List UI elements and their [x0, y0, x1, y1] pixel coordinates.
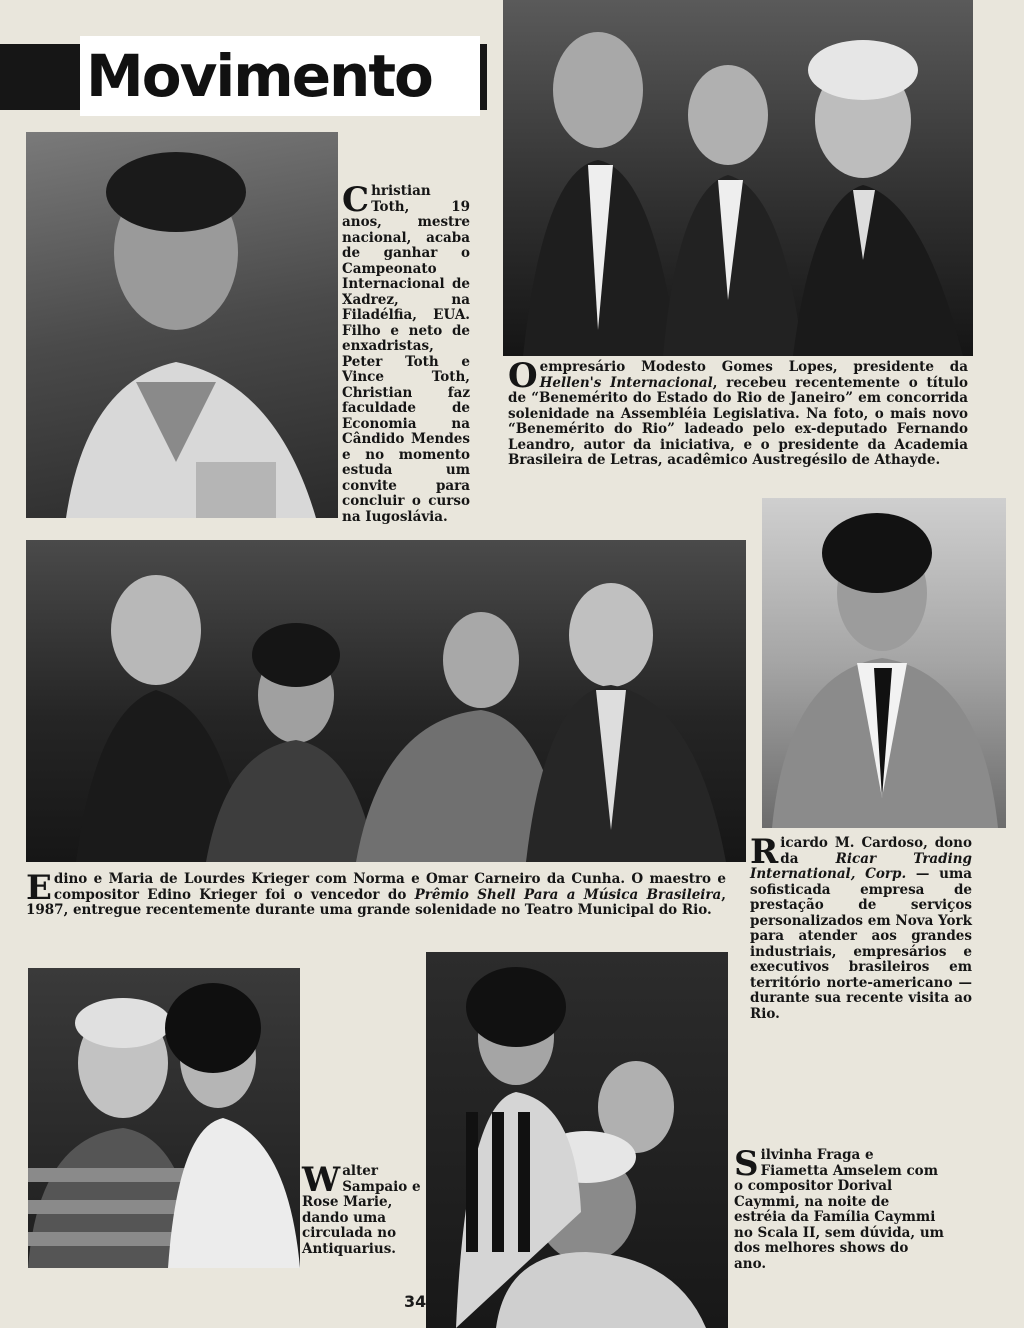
dropcap-s: S — [734, 1144, 759, 1184]
caption-text-before: dino e Maria de Lourdes Krieger com Norma e Omar Carneiro da Cunha. O maestro e compositor Edino Krieger foi o vencedor do — [53, 871, 726, 903]
caption-body: ilvinha Fraga e Fiametta Amselem com o compositor Dorival Caymmi, na noite de estréia da Família Caymmi no Scala II, sem dúvida, um dos melhores shows do ano. — [734, 1147, 944, 1272]
caption-lead: icardo M. Cardoso, dono da — [780, 835, 972, 867]
section-title: Movimento — [80, 36, 480, 116]
caption-text-after: , 1987, entregue recentemente durante uma grande solenidade no Teatro Municipal do Rio. — [26, 886, 726, 918]
caption-text-before: empresário Modesto Gomes Lopes, presidente da — [539, 359, 968, 375]
caption-body: alter Sampaio e Rose Marie, dando uma circulada no Antiquarius. — [302, 1163, 421, 1257]
page-number: 34 — [404, 1292, 427, 1311]
award-name: Prêmio Shell Para a Música Brasileira — [414, 886, 722, 903]
dropcap-e: E — [26, 868, 52, 908]
photo-edino-krieger — [26, 540, 746, 862]
caption-modesto-gomes-lopes — [508, 356, 968, 469]
caption-walter-sampaio — [302, 1160, 422, 1257]
caption-body: 19 anos, mestre nacional, acaba de ganhar o Campeonato Internacional de Xadrez, na Filadélfia, EUA. Filho e neto de enxadristas, Peter Toth e Vince Toth, Christian faz faculdade de Economia na Cândido Mendes e no momento estuda um convite para concluir o curso na Iugoslávia. — [342, 198, 470, 525]
caption-silvinha-fraga — [734, 1144, 944, 1272]
photo-christian-toth — [26, 132, 338, 518]
photo-ricardo-cardoso — [762, 498, 1006, 828]
caption-ricardo-cardoso — [750, 832, 973, 1022]
company-name: Hellen's Internacional — [539, 374, 713, 391]
caption-text-after: , recebeu recentemente o título de “Benemérito do Estado do Rio de Janeiro” em concorrida solenidade na Assembléia Legislativa. Na foto, o mais novo “Benemérito do Rio” ladeado pelo ex-deputado Fernando Leandro, autor da iniciativa, e o presidente da Academia Brasileira de Letras, acadêmico Austregésilo de Athayde. — [508, 374, 968, 468]
photo-walter-sampaio — [28, 968, 300, 1268]
dropcap-c: C — [342, 180, 370, 220]
dropcap-w: W — [302, 1160, 341, 1200]
caption-text-after: — uma sofisticada empresa de prestação de serviços personalizados em Nova York para atender aos grandes industriais, empresários e executivos brasileiros em território norte-americano — durante sua recente visita ao Rio. — [750, 866, 973, 1022]
caption-christian-toth — [342, 180, 470, 525]
company-name: Ricar Trading International, Corp. — [750, 850, 972, 882]
caption-edino-krieger — [26, 868, 726, 919]
dropcap-o: O — [508, 356, 538, 396]
dropcap-r: R — [750, 832, 779, 872]
photo-modesto-gomes-lopes — [503, 0, 973, 356]
caption-lead: hristian Toth, — [371, 183, 431, 215]
photo-silvinha-fraga — [426, 952, 728, 1328]
